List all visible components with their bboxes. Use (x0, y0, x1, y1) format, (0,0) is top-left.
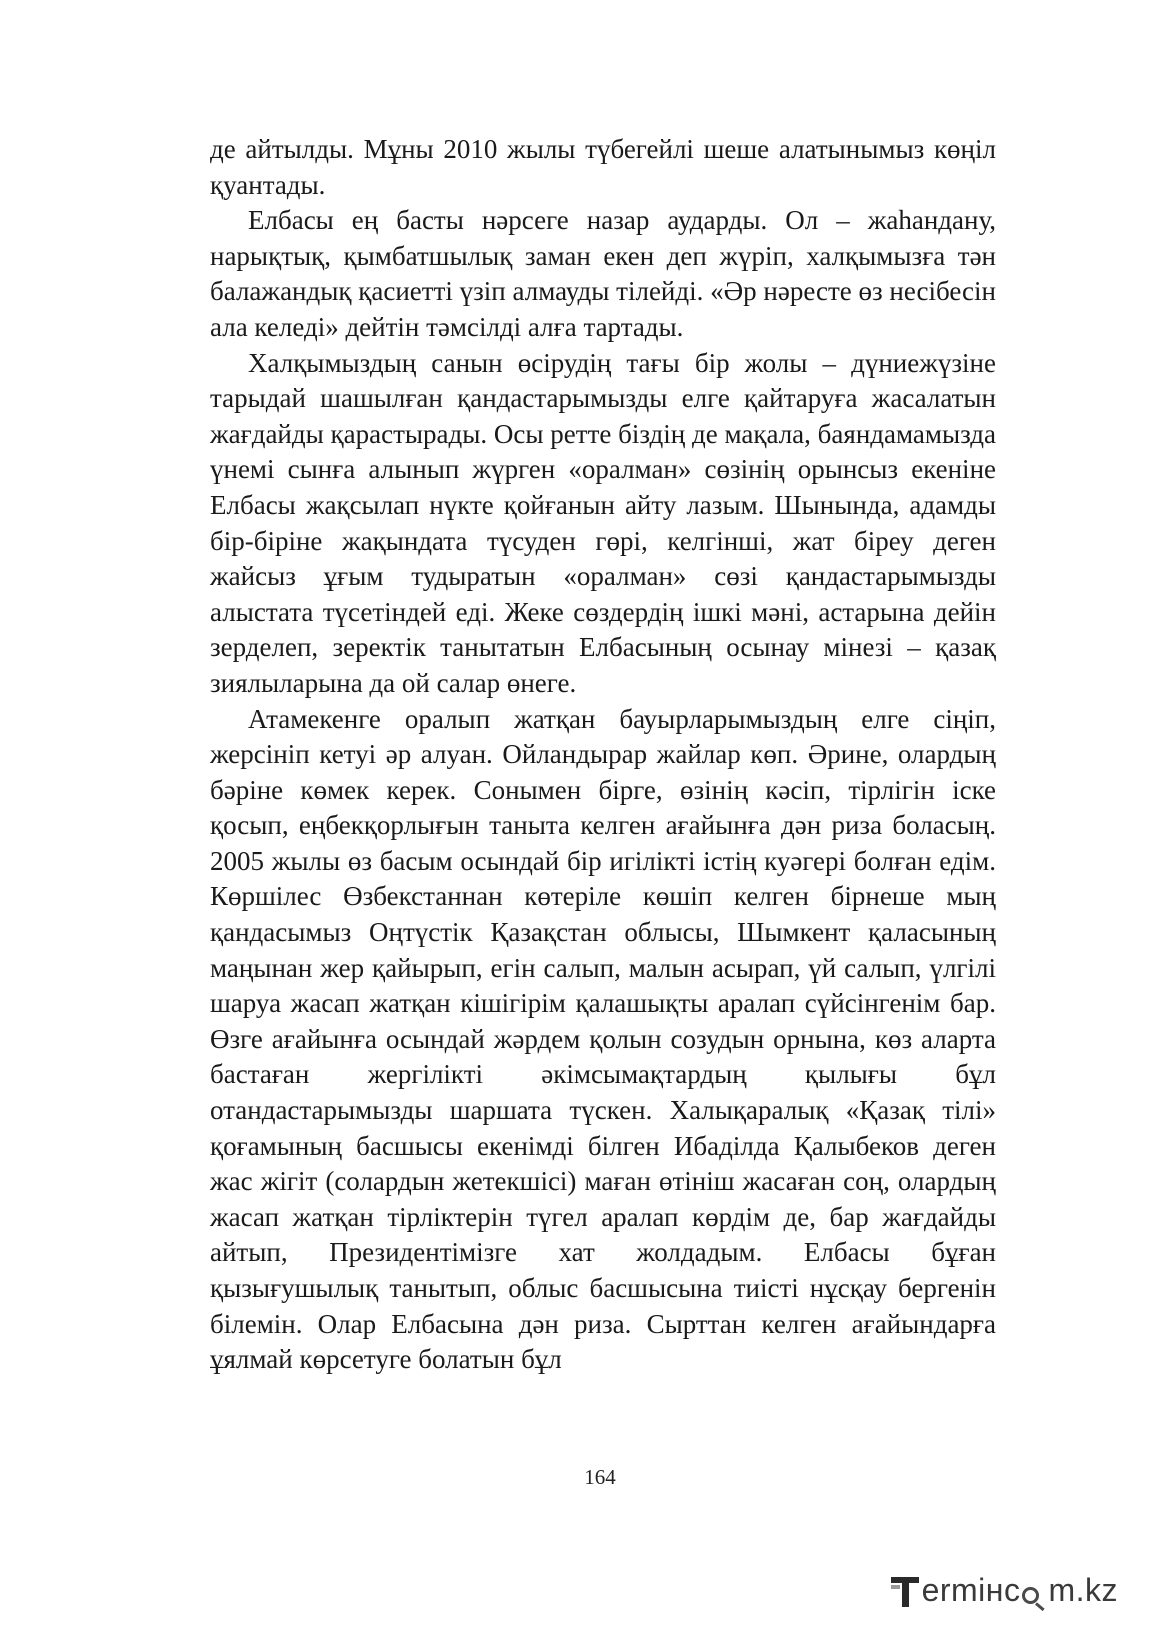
watermark-text-end: m.kz (1048, 1572, 1118, 1608)
paragraph-2: Елбасы ең басты нәрсеге назар аударды. Ол – жаһандану, нарықтық, қымбатшылық заман екен деп жүріп, халқымызға тән балажандық қасиетті үзіп алмауды тілейді. «Әр нәресте өз несібесін ала келеді» дейтін тәмсілді алға тартады. (210, 205, 996, 342)
site-watermark-logo (891, 1569, 1118, 1609)
page-body-text (210, 132, 996, 1378)
paragraph-3: Халқымыздың санын өсірудің тағы бір жолы – дүниежүзіне тарыдай шашылған қандастарымызды елге қайтаруға жасалатын жағдайды қарастырады. Осы ретте біздің де мақала, баяндамамызда үнемі сынға алынып жүрген «оралман» сөзінің орынсыз екеніне Елбасы жақсылап нүкте қойғанын айту лазым. Шынында, адамды бір-біріне жақындата түсуден гөрі, келгінші, жат біреу деген жайсыз ұғым тудыратын «оралман» сөзі қандастарымызды алыстата түсетіндей еді. Жеке сөздердің ішкі мәні, астарына дейін зерделеп, зеректік танытатын Елбасының осынау мінезі – қазақ зиялыларына да ой салар өнеге. (210, 347, 996, 698)
magnifier-icon (1021, 1581, 1047, 1609)
paragraph-1: де айтылды. Мұны 2010 жылы түбегейлі шеше алатынымыз көңіл қуантады. (210, 134, 996, 200)
t-logo-icon (891, 1573, 921, 1609)
watermark-text-start: ermінc (921, 1572, 1021, 1608)
page-number: 164 (584, 1465, 616, 1489)
paragraph-4: Атамекенге оралып жатқан бауырларымыздың елге сіңіп, жерсініп кетуі әр алуан. Ойландырар жайлар көп. Әрине, олардың бәріне көмек керек. Сонымен бірге, өзінің кәсіп, тірлігін іске қосып, еңбекқорлығын таныта келген ағайынға дән риза боласың. 2005 жылы өз басым осындай бір игілікті істің куәгері болған едім. Көршілес Өзбекстаннан көтеріле көшіп келген бірнеше мың қандасымыз Оңтүстік Қазақстан облысы, Шымкент қаласының маңынан жер қайырып, егін салып, малын асырап, үй салып, үлгілі шаруа жасап жатқан кішігірім қалашықты аралап сүйсінгенім бар. Өзге ағайынға осындай жәрдем қолын созудын орнына, көз аларта бастаған жергілікті әкімсымақтардың қылығы бұл отандастарымызды шаршата түскен. Халықаралық «Қазақ тілі» қоғамының басшысы екенімді білген Ибаділда Қалыбеков деген жас жігіт (солардын жетекшісі) маған өтініш жасаған соң, олардың жасап жатқан тірліктерін түгел аралап көрдім де, бар жағдайды айтып, Президентімізге хат жолдадым. Елбасы бұған қызығушылық танытып, облыс басшысына тиісті нұсқау бергенін білемін. Олар Елбасына дән риза. Сырттан келген ағайындарға ұялмай көрсетуге болатын бұл (210, 703, 996, 1375)
